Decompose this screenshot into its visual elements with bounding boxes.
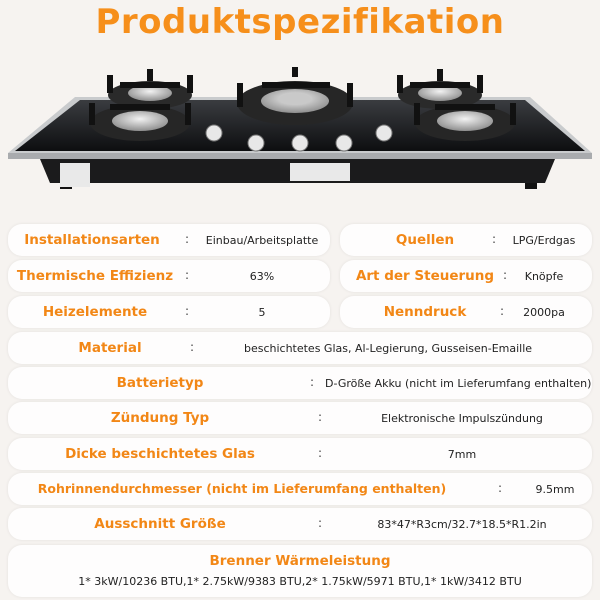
spec-label: Installationsarten xyxy=(24,232,160,248)
spec-colon: : xyxy=(185,232,190,246)
spec-colon: : xyxy=(498,481,503,495)
spec-value: D-Größe Akku (nicht im Lieferumfang enthalten) xyxy=(325,377,592,390)
spec-colon: : xyxy=(318,410,323,424)
spec-colon: : xyxy=(503,268,508,282)
spec-label: Zündung Typ xyxy=(110,410,210,426)
spec-colon: : xyxy=(310,375,315,389)
spec-label: Material xyxy=(78,340,142,356)
spec-value: 63% xyxy=(249,270,275,283)
spec-value: 7mm xyxy=(447,448,477,461)
spec-label: Dicke beschichtetes Glas xyxy=(65,446,255,462)
spec-label: Batterietyp xyxy=(116,375,204,391)
spec-label: Rohrinnendurchmesser (nicht im Lieferumfang enthalten) xyxy=(37,481,447,496)
burner-center xyxy=(237,67,353,125)
spec-colon: : xyxy=(492,232,497,246)
spec-colon: : xyxy=(185,268,190,282)
spec-value: LPG/Erdgas xyxy=(512,234,576,247)
spec-colon: : xyxy=(190,340,195,354)
spec-value: 83*47*R3cm/32.7*18.5*R1.2in xyxy=(377,518,547,531)
spec-value: Einbau/Arbeitsplatte xyxy=(205,234,319,247)
spec-colon: : xyxy=(318,446,323,460)
spec-value: 9.5mm xyxy=(535,483,575,496)
spec-label: Art der Steuerung xyxy=(355,268,495,284)
page-title: Produktspezifikation xyxy=(95,2,505,42)
spec-label: Thermische Effizienz xyxy=(16,268,174,284)
spec-label: Quellen xyxy=(395,232,455,248)
spec-value: 1* 3kW/10236 BTU,1* 2.75kW/9383 BTU,2* 1.75kW/5971 BTU,1* 1kW/3412 BTU xyxy=(78,575,522,588)
spec-colon: : xyxy=(500,304,505,318)
spec-label: Brenner Wärmeleistung xyxy=(209,553,391,569)
spec-value: 5 xyxy=(258,306,266,319)
gas-cooktop-image xyxy=(0,55,600,215)
spec-label: Ausschnitt Größe xyxy=(94,516,226,532)
burner-back-right xyxy=(398,69,482,109)
spec-colon: : xyxy=(185,304,190,318)
burner-back-left xyxy=(108,69,192,109)
spec-colon: : xyxy=(318,516,323,530)
spec-label: Nenndruck xyxy=(383,304,467,320)
spec-value: Elektronische Impulszündung xyxy=(381,412,543,425)
spec-value: 2000pa xyxy=(523,306,565,319)
spec-label: Heizelemente xyxy=(42,304,148,320)
spec-value: beschichtetes Glas, Al-Legierung, Gusseisen-Emaille xyxy=(243,342,533,355)
spec-value: Knöpfe xyxy=(524,270,564,283)
